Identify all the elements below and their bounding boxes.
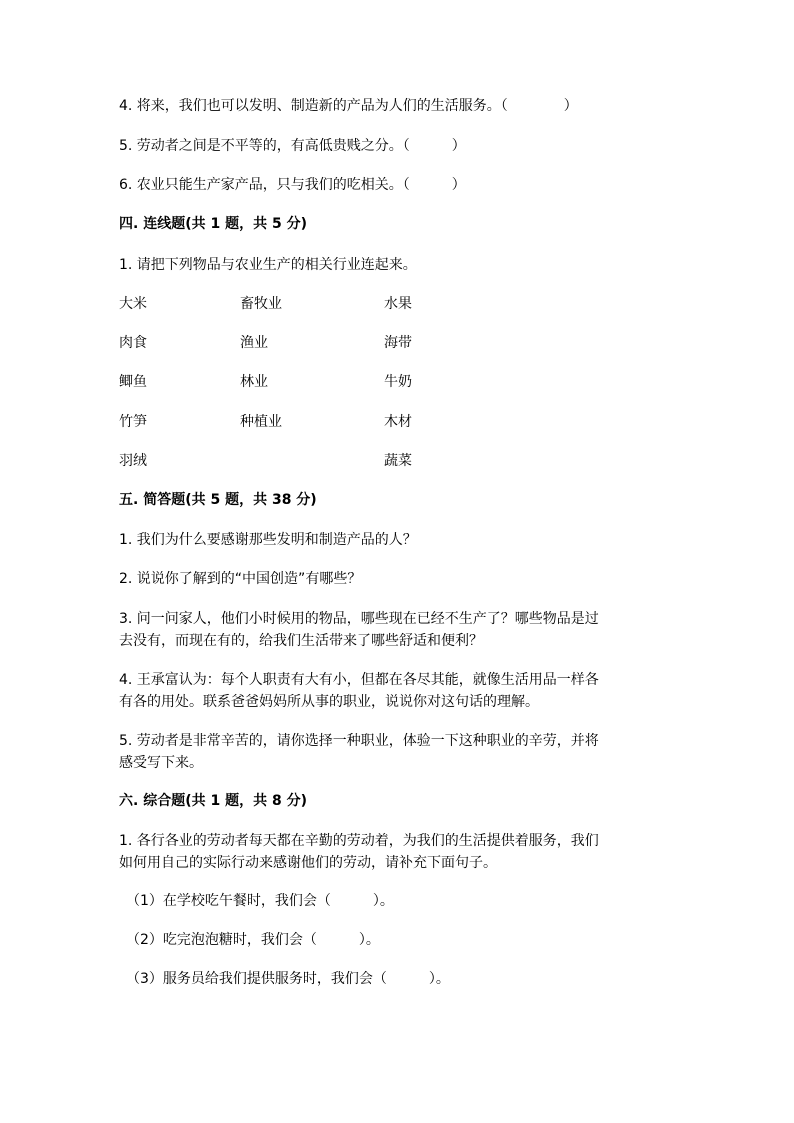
comprehensive-sub-1: （1）在学校吃午餐时，我们会（ ）。: [126, 893, 394, 909]
comprehensive-sub-2: （2）吃完泡泡糖时，我们会（ ）。: [126, 932, 380, 948]
match-item-a4: 竹笋: [119, 414, 147, 430]
judgment-item-5: 5. 劳动者之间是不平等的，有高低贵贱之分。（ ）: [119, 138, 466, 154]
short-answer-q5-line1: 5. 劳动者是非常辛苦的，请你选择一种职业，体验一下这种职业的辛劳，并将: [119, 733, 599, 749]
comprehensive-sub-3: （3）服务员给我们提供服务时，我们会（ ）。: [126, 971, 450, 987]
comprehensive-q1-line1: 1. 各行各业的劳动者每天都在辛勤的劳动着，为我们的生活提供着服务，我们: [119, 833, 599, 849]
match-item-a2: 肉食: [119, 335, 147, 351]
comprehensive-q1-line2: 如何用自己的实际行动来感谢他们的劳动，请补充下面句子。: [119, 855, 497, 871]
short-answer-q5-line2: 感受写下来。: [119, 755, 203, 771]
match-item-c2: 海带: [384, 335, 412, 351]
short-answer-q3-line1: 3. 问一问家人，他们小时候用的物品，哪些现在已经不生产了？哪些物品是过: [119, 611, 599, 627]
match-item-b2: 渔业: [240, 335, 268, 351]
match-item-b4: 种植业: [240, 414, 282, 430]
section-4-heading: 四. 连线题(共 1 题，共 5 分): [119, 216, 307, 232]
short-answer-q2: 2. 说说你了解到的“中国创造”有哪些？: [119, 571, 362, 587]
short-answer-q4-line2: 有各的用处。联系爸爸妈妈所从事的职业，说说你对这句话的理解。: [119, 694, 539, 710]
short-answer-q3-line2: 去没有，而现在有的，给我们生活带来了哪些舒适和便利？: [119, 633, 483, 649]
match-item-c3: 牛奶: [384, 374, 412, 390]
match-item-c1: 水果: [384, 296, 412, 312]
judgment-item-6: 6. 农业只能生产家产品，只与我们的吃相关。（ ）: [119, 177, 466, 193]
match-item-b1: 畜牧业: [240, 296, 282, 312]
match-item-b3: 林业: [240, 374, 268, 390]
section-5-heading: 五. 简答题(共 5 题，共 38 分): [119, 492, 317, 508]
match-item-a1: 大米: [119, 296, 147, 312]
section-6-heading: 六. 综合题(共 1 题，共 8 分): [119, 793, 307, 809]
section-4-question: 1. 请把下列物品与农业生产的相关行业连起来。: [119, 257, 417, 273]
match-item-a3: 鲫鱼: [119, 374, 147, 390]
short-answer-q4-line1: 4. 王承富认为：每个人职责有大有小，但都在各尽其能，就像生活用品一样各: [119, 672, 599, 688]
match-item-c4: 木材: [384, 414, 412, 430]
match-item-a5: 羽绒: [119, 453, 147, 469]
short-answer-q1: 1. 我们为什么要感谢那些发明和制造产品的人？: [119, 532, 417, 548]
judgment-item-4: 4. 将来，我们也可以发明、制造新的产品为人们的生活服务。（ ）: [119, 98, 578, 114]
match-item-c5: 蔬菜: [384, 453, 412, 469]
